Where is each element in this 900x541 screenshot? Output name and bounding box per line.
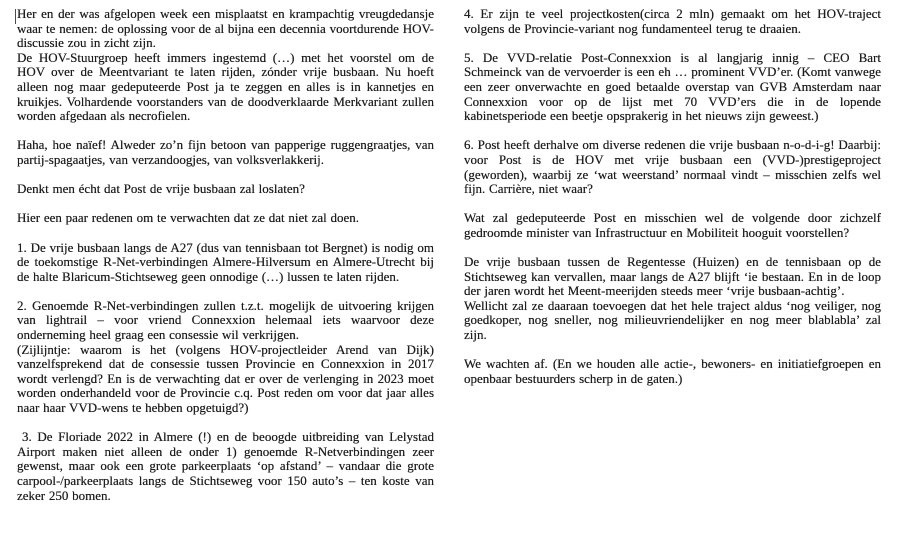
paragraph-reason-5: 5. De VVD-relatie Post-Connexxion is al langjarig innig – CEO Bart Schmeinck van de vervoerder is een eh … prominent VVD’er. (Komt vanwege een zeer onverwachte en goed betaalde overstap van GVB Amsterdam naar Connexxion voor op de lijst met 70 VVD’ers die in de lopende kabinetsperiode een beetje opsprakerig in het nieuws zijn geweest.) (464, 49, 881, 124)
paragraph-reason-3: 3. De Floriade 2022 in Almere (!) en de beoogde uitbreiding van Lelystad Airport maken niet alleen de onder 1) genoemde R-Netverbindingen zeer gewenst, maar ook een grote parkeerplaats ‘op afstand’ – vandaar die grote carpool-/parkeerplaats langs de Stichtseweg voor 150 auto’s – ten koste van zeker 250 bomen. (17, 429, 434, 503)
paragraph-reason-1: 1. De vrije busbaan langs de A27 (dus van tennisbaan tot Bergnet) is nodig om de toekomstige R-Net-verbindingen Almere-Hilversum en Almere-Utrecht bij de halte Blaricum-Stichtseweg geen onnodige (…) lussen te laten rijden. (17, 239, 434, 284)
paragraph-slot: We wachten af. (En we houden alle actie-, bewoners- en initiatiefgroepen en openbaar bestuurders scherp in de gaten.) (464, 356, 881, 386)
paragraph-question: Denkt men écht dat Post de vrije busbaan zal loslaten? (17, 181, 305, 197)
paragraph-reason-4: 4. Er zijn te veel projectkosten(circa 2 mln) gemaakt om het HOV-traject volgens de Provincie-variant nog fundamenteel terug te draaien. (464, 6, 881, 36)
paragraph-wellicht: Wellicht zal ze daaraan toevoegen dat het hele traject aldus ‘nog veiliger, nog goedkoper, nog sneller, nog milieuvriendelijker en nog meer blablabla’ zal zijn. (464, 297, 881, 343)
right-column (464, 7, 881, 541)
paragraph-reason-2: 2. Genoemde R-Net-verbindingen zullen t.z.t. mogelijk de uitvoering krijgen van lightrail – voor vriend Connexxion helemaal iets waarvoor deze onderneming heel graag een consessie wil verkrijgen. (17, 297, 434, 343)
paragraph-vrije-busbaan: De vrije busbaan tussen de Regentesse (Huizen) en de tennisbaan op de Stichtseweg kan vervallen, maar langs de A27 blijft ‘ie bestaan. En in de loop der jaren wordt het Meent-meerijden steeds meer ‘vrije busbaan-achtig’. (464, 254, 881, 299)
paragraph-reason-6: 6. Post heeft derhalve om diverse redenen die vrije busbaan n-o-d-i-g! Daarbij: voor Post is de HOV met vrije busbaan een (VVD-)prestigeproject (geworden), waarbij ze ‘wat weerstand’ normaal vindt – misschien zelfs wel fijn. Carrière, niet waar? (464, 137, 881, 197)
paragraph-stuurgroep: De HOV-Stuurgroep heeft immers ingestemd (…) met het voorstel om de HOV over de Meentvariant te laten rijden, zónder vrije busbaan. Nu hoeft alleen nog maar gedeputeerde Post ja te zeggen en alles is in kannetjes en kruikjes. Volhardende voorstanders van de doodverklaarde Merkvariant zullen worden afgedaan als necrofielen. (17, 49, 434, 124)
paragraph-zijlijntje: (Zijlijntje: waarom is het (volgens HOV-projectleider Arend van Dijk) vanzelfsprekend dat de consessie tussen Provincie en Connexxion in 2017 wordt verlengd? En is de verwachting dat er over de verlenging in 2023 moet worden onderhandeld voor de Provincie c.q. Post reden om voor dat jaar alles naar haar VVD-wens te hebben opgetuigd?) (17, 341, 434, 416)
paragraph-intro: Her en der was afgelopen week een misplaatst en krampachtig vreugdedansje waar te nemen: de oplossing voor de al bijna een decennia voortdurende HOV-discussie zou in zicht zijn. (17, 6, 434, 51)
left-column (17, 7, 434, 541)
paragraph-haha: Haha, hoe naïef! Alweder zo’n fijn betoon van papperige ruggengraatjes, van partij-spagaatjes, van verzandoogjes, van volksverlakkerij. (17, 137, 434, 167)
text-cursor (15, 9, 16, 24)
paragraph-wat-zal: Wat zal gedeputeerde Post en misschien wel de volgende door zichzelf gedroomde minister van Infrastructuur en Mobiliteit hooguit voorstellen? (464, 210, 881, 240)
paragraph-redenen: Hier een paar redenen om te verwachten dat ze dat niet zal doen. (17, 210, 360, 226)
